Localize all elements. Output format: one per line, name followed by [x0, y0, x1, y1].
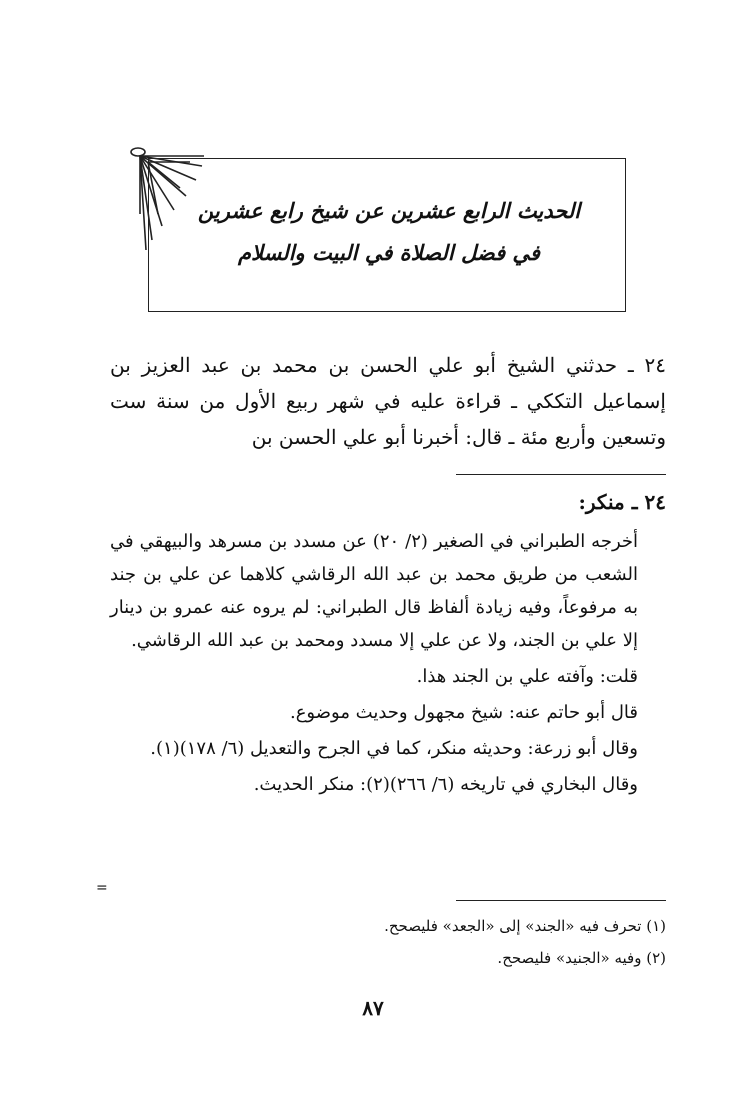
note-paragraph: أخرجه الطبراني في الصغير (٢/ ٢٠) عن مسدد بن مسرهد والبيهقي في الشعب من طريق محمد بن عبد الله الرقاشي كلاهما عن علي بن جند به مرفوعاً، وفيه زيادة ألفاظ قال الطبراني: لم يروه عنه عمرو بن دينار إلا علي بن الجند، ولا عن علي إلا مسدد ومحمد بن عبد الله الرقاشي. — [110, 531, 639, 651]
note-paragraph: قال أبو حاتم عنه: شيخ مجهول وحديث موضوع. — [289, 702, 638, 723]
page-number: ٨٧ — [362, 996, 384, 1020]
note-paragraph: وقال البخاري في تاريخه (٦/ ٢٦٦)(٢): منكر الحديث. — [253, 774, 638, 795]
note-paragraph: قلت: وآفته علي بن الجند هذا. — [416, 666, 638, 687]
title-line-1: الحديث الرابع عشرين عن شيخ رابع عشرين — [197, 199, 581, 223]
margin-mark: = — [96, 880, 108, 896]
note-paragraph: وقال أبو زرعة: وحديثه منكر، كما في الجرح والتعديل (٦/ ١٧٨)(١). — [150, 738, 638, 759]
hadith-paragraph: ٢٤ ـ حدثني الشيخ أبو علي الحسن بن محمد بن عبد العزيز بن إسماعيل التككي ـ قراءة عليه في شهر ربيع الأول من سنة ست وتسعين وأربع مئة ـ قال: أخبرنا أبو علي الحسن بن — [110, 353, 666, 449]
footnote-2: (٢) وفيه «الجنيد» فليصحح. — [497, 949, 666, 967]
notes-heading: ٢٤ ـ منكر: — [578, 490, 666, 514]
notes-separator — [456, 474, 666, 475]
chapter-title — [170, 190, 608, 274]
notes-body — [110, 525, 638, 804]
footnote-1: (١) تحرف فيه «الجند» إلى «الجعد» فليصحح. — [384, 917, 666, 935]
title-line-2: في فضل الصلاة في البيت والسلام — [238, 241, 540, 265]
footnotes-separator — [456, 900, 666, 901]
hadith-text — [110, 347, 666, 455]
